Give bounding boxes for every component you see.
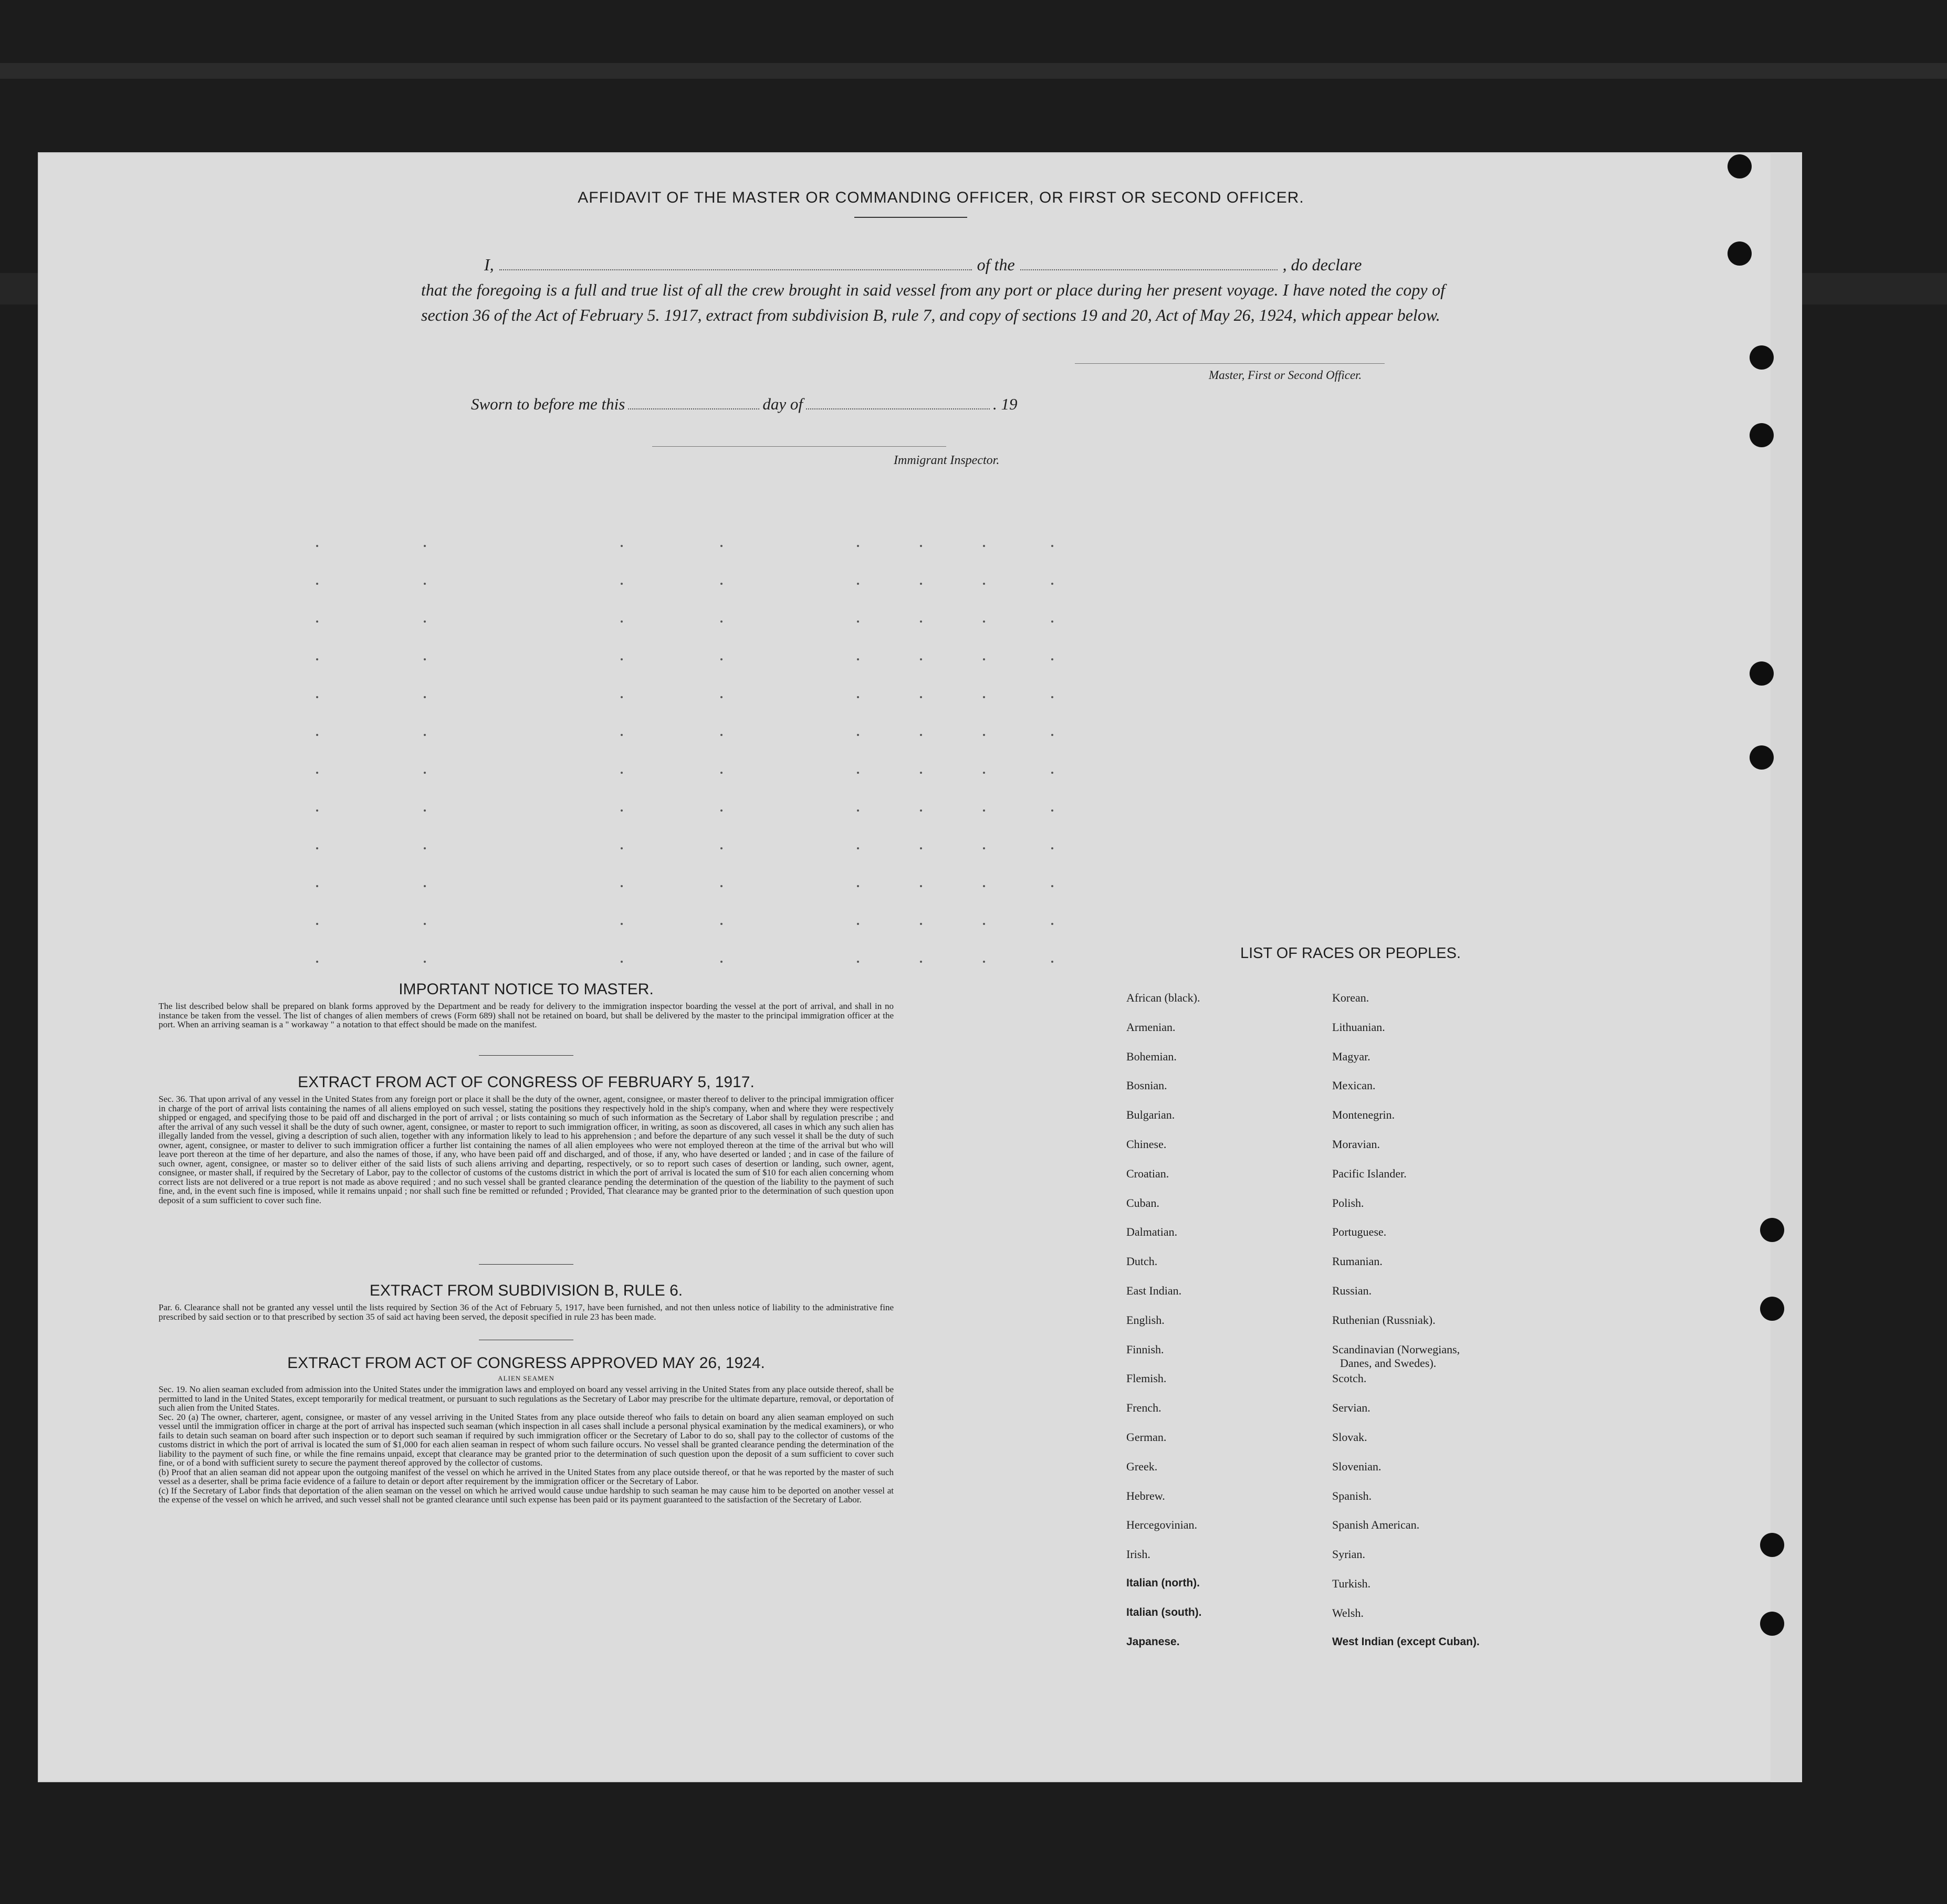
punch-hole-icon <box>1750 345 1774 370</box>
scan-dot <box>983 620 985 623</box>
race-item: Slovenian. <box>1332 1459 1381 1473</box>
race-item: Mexican. <box>1332 1079 1376 1092</box>
extract-1917-text: Sec. 36. That upon arrival of any vessel in the United States from any foreign port or place it shall be the duty of the owner, agent, consignee, or master thereof to deliver to the principal immigration officer in charge of the port of arrival lists containing the names of all aliens employed on such vessel, stating the positions they respectively hold in the ship's company, when and where they were respectively shipped or engaged, and specifying those to be paid off and discharged in the port of arrival ; or lists containing so much of such information as the Secretary of Labor shall by regulation prescribe ; and after the arrival of any such vessel it shall be the duty of such owner, agent, consignee, or master to report to such immigration officer, in writing, as soon as discovered, all cases in which any such alien has illegally landed from the vessel, giving a description of such alien, together with any information likely to lead to his apprehension ; and before the departure of any such vessel it shall be the duty of such owner, agent, consignee, or master to deliver to such immigration officer a further list containing the names of all alien employees who were not employed thereon at the time of the arrival but who will leave port thereon at the time of her departure, and also the names of those, if any, who have been paid off and discharged, and of those, if any, who have deserted or landed ; and in case of the failure of such owner, agent, consignee, or master so to deliver either of the said lists of such aliens arriving and departing, respectively, or so to report such cases of desertion or landing, such owner, agent, consignee, or master shall, if required by the Secretary of Labor, pay to the collector of customs of the customs district in which the port of arrival is located the sum of $10 for each alien concerning whom correct lists are not delivered or a true report is not made as above required ; and no such vessel shall be granted clearance pending the determination of the question of the liability to the payment of such fine, and, in the event such fine is imposed, while it remains unpaid ; nor shall such fine be remitted or refunded ; Provided, That clearance may be granted prior to the determination of such question upon deposit of a sum sufficient to cover such fine. <box>159 1094 894 1205</box>
scan-dot <box>857 772 859 774</box>
race-item: Syrian. <box>1332 1548 1365 1561</box>
race-item: Rumanian. <box>1332 1255 1383 1268</box>
scan-dot <box>1051 734 1053 736</box>
scan-dot <box>1051 809 1053 812</box>
scan-dot <box>621 620 623 623</box>
scan-dot <box>1051 696 1053 698</box>
scan-dot <box>424 923 426 925</box>
race-item: Scotch. <box>1332 1372 1367 1385</box>
scan-dot <box>920 809 922 812</box>
scan-dot <box>316 923 318 925</box>
scan-dot <box>1051 545 1053 547</box>
scan-dot <box>424 734 426 736</box>
sec-19: Sec. 19. No alien seaman excluded from admission into the United States under the immigration laws and employed on board any vessel arriving in the United States from any place outside thereof, shall be permitted to land in the United States, except temporarily for medical treatment, or pursuant to such regulations as the Secretary of Labor may prescribe for the ultimate departure, removal, or deportation of such alien from the United States. <box>159 1384 894 1413</box>
scan-dot <box>316 772 318 774</box>
race-item: Magyar. <box>1332 1049 1370 1063</box>
scan-dot <box>720 696 723 698</box>
race-item: Slovak. <box>1332 1430 1367 1444</box>
day-of-label: day of <box>762 395 803 413</box>
scan-dot <box>1051 620 1053 623</box>
scan-dot <box>621 545 623 547</box>
scan-dot <box>920 923 922 925</box>
scan-dot <box>1051 961 1053 963</box>
scan-dot <box>1051 658 1053 660</box>
scan-dot <box>983 772 985 774</box>
race-item: French. <box>1126 1401 1161 1415</box>
scan-dot <box>983 809 985 812</box>
extract-1917-title: EXTRACT FROM ACT OF CONGRESS OF FEBRUARY 5, 1917. <box>298 1074 755 1091</box>
year-label: . 19 <box>992 395 1018 413</box>
race-item: Bulgarian. <box>1126 1108 1175 1122</box>
scan-dot <box>920 734 922 736</box>
scan-dot <box>983 885 985 887</box>
race-item: Cuban. <box>1126 1196 1159 1209</box>
scan-dot <box>720 734 723 736</box>
punch-hole-icon <box>1750 423 1774 447</box>
scan-dot <box>983 583 985 585</box>
scan-dot <box>857 885 859 887</box>
race-item: Croatian. <box>1126 1166 1169 1180</box>
scan-dot <box>983 923 985 925</box>
race-item: Pacific Islander. <box>1332 1166 1407 1180</box>
scan-dot <box>983 847 985 849</box>
race-item: Japanese. <box>1126 1635 1180 1648</box>
race-item: Servian. <box>1332 1401 1370 1415</box>
scan-dot <box>316 809 318 812</box>
scan-dot <box>316 847 318 849</box>
race-item: Ruthenian (Russniak). <box>1332 1313 1436 1327</box>
punch-hole-icon <box>1728 241 1752 266</box>
scan-dot <box>983 961 985 963</box>
affidavit-declaration <box>421 252 1445 328</box>
declaration-body: that the foregoing is a full and true list of all the crew brought in said vessel from any port or place during her present voyage. I have noted the copy of section 36 of the Act of February 5. 1917, extract from subdivision B, rule 7, and copy of sections 19 and 20, Act of May 26, 1924, which appear below. <box>421 280 1445 324</box>
declaration-of-the: of the <box>977 255 1015 274</box>
race-item: Flemish. <box>1126 1372 1167 1385</box>
punch-hole-icon <box>1760 1297 1784 1321</box>
extract-1924-text <box>159 1385 894 1505</box>
sworn-month-blank <box>806 408 990 409</box>
race-item: Scandinavian (Norwegians, <box>1332 1342 1460 1356</box>
race-item: Dalmatian. <box>1126 1225 1178 1239</box>
race-item: Chinese. <box>1126 1138 1167 1151</box>
scan-dot <box>1051 847 1053 849</box>
scan-dot <box>857 545 859 547</box>
scan-dot <box>424 583 426 585</box>
inspector-label: Immigrant Inspector. <box>894 454 1000 467</box>
scan-dot <box>857 809 859 812</box>
scan-dot <box>424 658 426 660</box>
scan-dot <box>920 620 922 623</box>
sworn-line <box>471 395 1017 414</box>
scan-dot <box>316 961 318 963</box>
scan-dot <box>424 545 426 547</box>
scan-dot <box>1051 583 1053 585</box>
races-title: LIST OF RACES OR PEOPLES. <box>1240 945 1461 962</box>
scan-dot <box>720 923 723 925</box>
race-item: Lithuanian. <box>1332 1020 1385 1034</box>
race-item: Bosnian. <box>1126 1079 1167 1092</box>
scan-dot <box>983 658 985 660</box>
declaration-do-declare: , do declare <box>1282 255 1362 274</box>
scan-dot <box>316 583 318 585</box>
race-item: English. <box>1126 1313 1165 1327</box>
scan-dot <box>424 847 426 849</box>
vessel-blank <box>1020 269 1278 270</box>
extract-1924-title: EXTRACT FROM ACT OF CONGRESS APPROVED MAY 26, 1924. <box>287 1354 765 1372</box>
scan-dot <box>983 696 985 698</box>
race-item: West Indian (except Cuban). <box>1332 1635 1480 1648</box>
scan-dot <box>720 885 723 887</box>
scan-dot <box>424 885 426 887</box>
divider <box>479 1264 573 1265</box>
race-item: Polish. <box>1332 1196 1364 1209</box>
race-item: German. <box>1126 1430 1167 1444</box>
scan-dot <box>424 696 426 698</box>
race-item: Spanish American. <box>1332 1518 1420 1532</box>
scan-dot <box>857 583 859 585</box>
scan-dot <box>621 583 623 585</box>
race-item: African (black). <box>1126 991 1200 1004</box>
race-item: Danes, and Swedes). <box>1340 1356 1437 1370</box>
scan-dot <box>720 961 723 963</box>
race-item: Hercegovinian. <box>1126 1518 1197 1532</box>
scan-dot <box>316 658 318 660</box>
scan-dot <box>920 961 922 963</box>
scan-dot <box>621 809 623 812</box>
scan-dot <box>316 696 318 698</box>
scan-dot <box>316 734 318 736</box>
scan-dot <box>621 658 623 660</box>
scan-dot <box>316 885 318 887</box>
race-item: East Indian. <box>1126 1284 1182 1297</box>
scan-dot <box>621 772 623 774</box>
document-page <box>38 152 1792 1782</box>
race-item: Dutch. <box>1126 1255 1158 1268</box>
scan-dot <box>920 658 922 660</box>
race-item: Armenian. <box>1126 1020 1176 1034</box>
race-item: Turkish. <box>1332 1577 1371 1590</box>
scan-dot <box>720 583 723 585</box>
scan-dot <box>857 696 859 698</box>
punch-hole-icon <box>1750 745 1774 770</box>
race-item: Bohemian. <box>1126 1049 1177 1063</box>
race-item: Montenegrin. <box>1332 1108 1395 1122</box>
race-item: Korean. <box>1332 991 1369 1004</box>
scan-dot <box>621 847 623 849</box>
punch-hole-icon <box>1760 1612 1784 1636</box>
scan-dot <box>720 772 723 774</box>
scan-dot <box>424 961 426 963</box>
scan-dot <box>621 885 623 887</box>
notice-text: The list described below shall be prepared on blank forms approved by the Department and be ready for delivery to the immigration inspector boarding the vessel at the port of arrival, and shall in no instance be taken from the vessel. The list of changes of alien members of crews (Form 689) shall not be retained on board, but shall be delivered by the master to the principal immigration officer at the port. When an arriving seaman is a " workaway " a notation to that effect should be made on the manifest. <box>159 1001 894 1029</box>
inspector-signature-line <box>652 446 946 447</box>
punch-hole-icon <box>1750 661 1774 686</box>
master-signature-label: Master, First or Second Officer. <box>1209 369 1362 382</box>
scan-dot <box>920 545 922 547</box>
race-item: Portuguese. <box>1332 1225 1387 1239</box>
punch-hole-icon <box>1760 1533 1784 1557</box>
affidavit-title: AFFIDAVIT OF THE MASTER OR COMMANDING OFFICER, OR FIRST OR SECOND OFFICER. <box>578 189 1304 206</box>
race-item: Welsh. <box>1332 1606 1364 1619</box>
scan-dot <box>720 809 723 812</box>
race-item: Spanish. <box>1332 1489 1372 1502</box>
race-item: Finnish. <box>1126 1342 1164 1356</box>
name-blank <box>499 269 972 270</box>
race-item: Moravian. <box>1332 1138 1380 1151</box>
scan-dot <box>857 923 859 925</box>
sec-20a: Sec. 20 (a) The owner, charterer, agent, consignee, or master of any vessel arriving in the United States from any place outside thereof who fails to detain on board any alien seaman employed on such vessel until the immigration officer in charge at the port of arrival has inspected such seaman (which inspection in all cases shall include a personal physical examination by the medical examiners), or who fails to detain such seaman on board after such inspection or to deport such seaman if required by such immigration officer or the Secretary of Labor to do so, shall pay to the collector of customs of the customs district in which the port of arrival is located the sum of $1,000 for each alien seaman in respect of whom such failure occurs. No vessel shall be granted clearance pending the determination of the liability to the payment of such fine, or while the fine remains unpaid, except that clearance may be granted prior to the determination of such question upon the deposit of a sum sufficient to cover such fine, or of a bond with sufficient surety to secure the payment thereof approved by the collector of customs. <box>159 1412 894 1468</box>
scan-dot <box>720 847 723 849</box>
sec-20c: (c) If the Secretary of Labor finds that deportation of the alien seaman on the vessel on which he arrived would cause undue hardship to such seaman he may cause him to be deported on another vessel at the expense of the vessel on which he arrived, and such vessel shall not be granted clearance until such expense has been paid or its payment guaranteed to the satisfaction of the Secretary of Labor. <box>159 1485 894 1505</box>
scan-dot <box>720 658 723 660</box>
race-item: Hebrew. <box>1126 1489 1165 1502</box>
race-item: Greek. <box>1126 1459 1158 1473</box>
scan-dot <box>720 545 723 547</box>
master-signature-line <box>1075 363 1385 364</box>
scan-dot <box>424 809 426 812</box>
race-item: Russian. <box>1332 1284 1372 1297</box>
scan-dot <box>621 696 623 698</box>
punch-hole-icon <box>1728 154 1752 178</box>
scan-dot <box>316 620 318 623</box>
scan-dot <box>1051 923 1053 925</box>
scan-dot <box>983 545 985 547</box>
scan-dot <box>920 696 922 698</box>
scan-dot <box>857 847 859 849</box>
race-item: Italian (north). <box>1126 1577 1200 1589</box>
scan-dot <box>857 734 859 736</box>
race-item: Italian (south). <box>1126 1606 1202 1618</box>
notice-title: IMPORTANT NOTICE TO MASTER. <box>399 981 654 998</box>
scan-dot <box>621 923 623 925</box>
alien-seamen-subtitle: ALIEN SEAMEN <box>498 1374 554 1382</box>
race-item: Irish. <box>1126 1548 1150 1561</box>
scan-dot <box>920 583 922 585</box>
scan-dot <box>621 961 623 963</box>
declaration-i: I, <box>484 255 494 274</box>
sworn-label: Sworn to before me this <box>471 395 625 413</box>
scan-dot <box>316 545 318 547</box>
scan-dot <box>920 847 922 849</box>
scan-dot <box>983 734 985 736</box>
scan-dot <box>424 772 426 774</box>
divider <box>479 1055 573 1056</box>
sworn-day-blank <box>628 408 759 409</box>
subdivision-b-title: EXTRACT FROM SUBDIVISION B, RULE 6. <box>369 1282 683 1299</box>
punch-hole-icon <box>1760 1218 1784 1242</box>
scan-dot <box>857 620 859 623</box>
scan-dot <box>1051 772 1053 774</box>
scan-dot <box>424 620 426 623</box>
scan-dot <box>857 961 859 963</box>
scan-dot <box>621 734 623 736</box>
title-underline <box>854 217 967 218</box>
sec-20b: (b) Proof that an alien seaman did not appear upon the outgoing manifest of the vessel on which he arrived in the United States from any place outside thereof, or that he was reported by the master of such vessel as a deserter, shall be prima facie evidence of a failure to detain or deport after requirement by the immigration officer or the Secretary of Labor. <box>159 1467 894 1486</box>
scan-dot <box>920 885 922 887</box>
scan-dot <box>920 772 922 774</box>
scan-dot <box>857 658 859 660</box>
scan-dot <box>1051 885 1053 887</box>
scan-dot <box>720 620 723 623</box>
subdivision-b-text: Par. 6. Clearance shall not be granted any vessel until the lists required by Section 36 of the Act of February 5, 1917, have been furnished, and not then unless notice of liability to the administrative fine prescribed by said section or to that prescribed by section 35 of said act having been served, the deposit specified in rule 23 has been made. <box>159 1302 894 1322</box>
